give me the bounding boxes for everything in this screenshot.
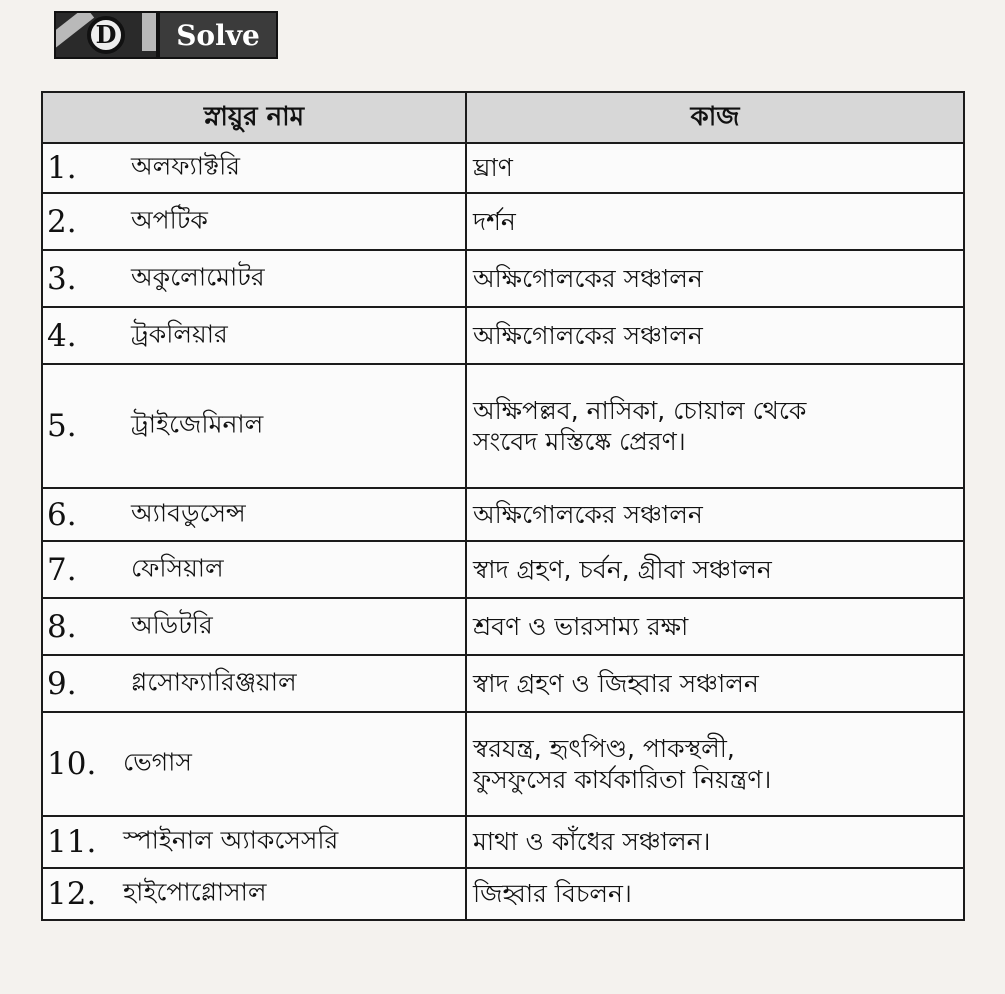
logo-emblem <box>54 11 158 59</box>
row-number: 1. <box>47 150 77 186</box>
header-function: কাজ <box>466 92 964 143</box>
nerve-name: ভেগাস <box>123 747 192 777</box>
logo-d-circle: D <box>87 16 125 54</box>
nerve-name: ট্রকলিয়ার <box>131 319 228 348</box>
solve-badge <box>54 10 280 60</box>
row-number: 3. <box>47 260 77 297</box>
nerve-cell <box>42 250 466 307</box>
function-cell: স্বাদ গ্রহণ, চর্বন, গ্রীবা সঞ্চালন <box>466 541 964 598</box>
nerve-cell <box>42 598 466 655</box>
function-cell: জিহ্বার বিচলন। <box>466 868 964 920</box>
function-cell: মাথা ও কাঁধের সঞ্চালন। <box>466 816 964 868</box>
nerve-cell <box>42 655 466 712</box>
function-line: স্বরযন্ত্র, হৃৎপিণ্ড, পাকস্থলী, <box>473 733 735 763</box>
function-cell <box>466 364 964 488</box>
table-row <box>42 655 964 712</box>
nerve-name: ফেসিয়াল <box>131 553 224 582</box>
nerve-name: অলফ্যাক্টরি <box>131 151 241 181</box>
nerve-name: অ্যাবডুসেন্স <box>131 498 246 527</box>
row-number: 5. <box>47 408 77 444</box>
function-cell: দর্শন <box>466 193 964 250</box>
table-row <box>42 193 964 250</box>
table-row <box>42 541 964 598</box>
table-row <box>42 250 964 307</box>
solve-label: Solve <box>158 11 278 59</box>
function-line: অক্ষিপল্লব, নাসিকা, চোয়াল থেকে <box>473 395 807 425</box>
function-cell: শ্রবণ ও ভারসাম্য রক্ষা <box>466 598 964 655</box>
nerve-name: হাইপোগ্লোসাল <box>123 877 267 907</box>
table-row <box>42 598 964 655</box>
table-row <box>42 868 964 920</box>
nerves-table <box>41 91 965 921</box>
nerve-name: অকুলোমোটর <box>131 262 265 291</box>
table-row <box>42 488 964 541</box>
nerve-cell <box>42 193 466 250</box>
row-number: 12. <box>47 876 97 912</box>
function-cell: অক্ষিগোলকের সঞ্চালন <box>466 250 964 307</box>
nerves-table-container <box>41 91 965 921</box>
table-row <box>42 712 964 816</box>
nerve-name: গ্লসোফ্যারিঞ্জয়াল <box>131 667 297 696</box>
row-number: 8. <box>47 608 77 645</box>
row-number: 7. <box>47 551 77 588</box>
function-line: ফুসফুসের কার্যকারিতা নিয়ন্ত্রণ। <box>473 765 772 794</box>
row-number: 2. <box>47 203 77 240</box>
nerve-cell <box>42 541 466 598</box>
row-number: 10. <box>47 746 97 782</box>
nerve-cell <box>42 712 466 816</box>
table-row <box>42 307 964 364</box>
row-number: 9. <box>47 665 77 702</box>
nerve-cell <box>42 816 466 868</box>
row-number: 4. <box>47 317 77 354</box>
table-header-row <box>42 92 964 143</box>
nerve-cell <box>42 143 466 193</box>
nerve-name: স্পাইনাল অ্যাকসেসরি <box>123 825 339 855</box>
nerve-cell <box>42 488 466 541</box>
nerve-cell <box>42 868 466 920</box>
row-number: 6. <box>47 496 77 533</box>
nerve-name: অডিটরি <box>131 610 213 639</box>
table-row <box>42 364 964 488</box>
nerve-cell <box>42 307 466 364</box>
function-cell: ঘ্রাণ <box>466 143 964 193</box>
header-nerve-name: স্নায়ুর নাম <box>42 92 466 143</box>
nerve-cell <box>42 364 466 488</box>
table-row <box>42 143 964 193</box>
row-number: 11. <box>47 824 97 860</box>
function-cell: অক্ষিগোলকের সঞ্চালন <box>466 488 964 541</box>
function-cell: স্বাদ গ্রহণ ও জিহ্বার সঞ্চালন <box>466 655 964 712</box>
function-line: সংবেদ মস্তিষ্কে প্রেরণ। <box>473 427 686 456</box>
function-cell <box>466 712 964 816</box>
function-cell: অক্ষিগোলকের সঞ্চালন <box>466 307 964 364</box>
nerve-name: ট্রাইজেমিনাল <box>131 409 264 439</box>
nerve-name: অপটিক <box>131 205 208 234</box>
table-row <box>42 816 964 868</box>
